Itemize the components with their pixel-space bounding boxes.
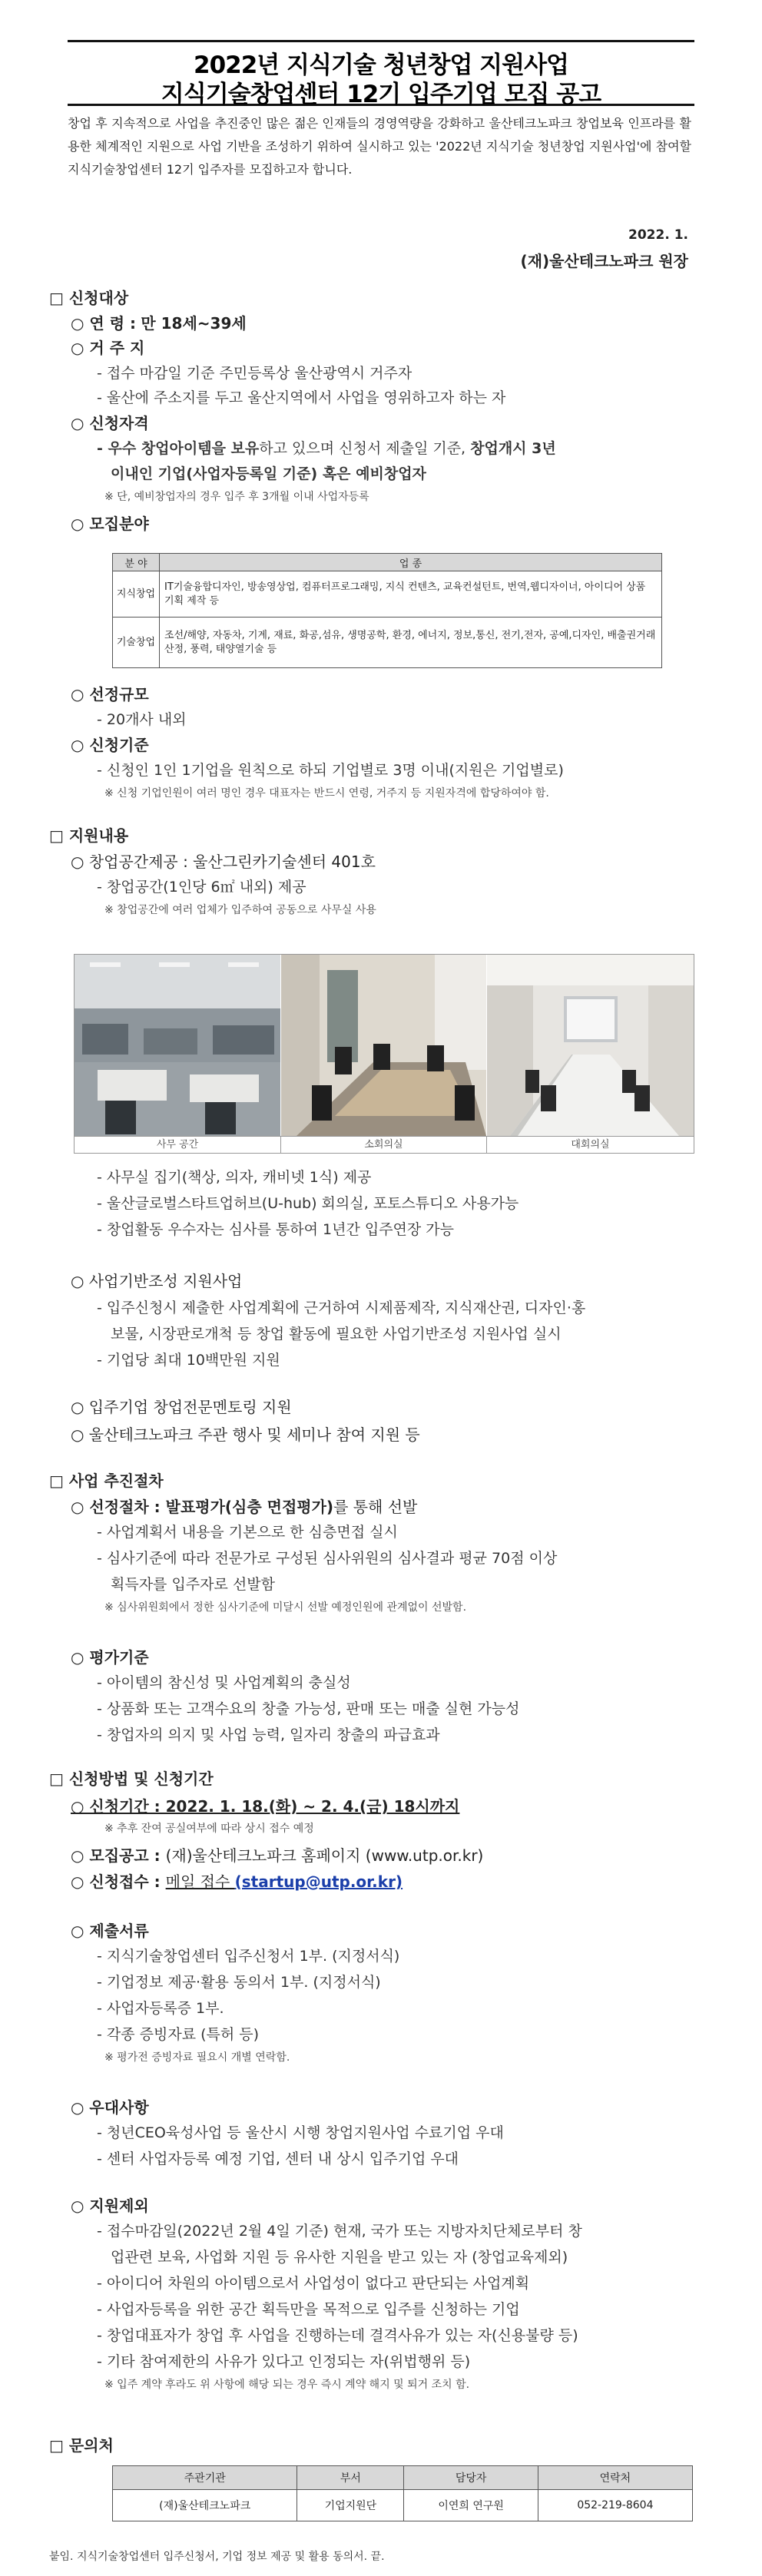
mentor-item: ○ 입주기업 창업전문멘토링 지원: [71, 1398, 292, 1416]
documents-item-2: - 기업정보 제공·활용 동의서 1부. (지정서식): [97, 1974, 381, 1991]
contact-header-person: 담당자: [404, 2466, 538, 2490]
process-note: ※ 심사위원회에서 정한 심사기준에 미달시 선발 예정인원에 관계없이 선발함.: [104, 1601, 467, 1614]
process-label: [71, 1495, 417, 1517]
field-category: 기술창업: [113, 618, 160, 668]
qualification-note: ※ 단, 예비창업자의 경우 입주 후 3개월 이내 사업자등록: [104, 491, 369, 503]
exclusion-item-2: - 아이디어 차원의 아이템으로서 사업성이 없다고 판단되는 사업계획: [97, 2275, 530, 2292]
support-item-3: - 창업활동 우수자는 심사를 통하여 1년간 입주연장 가능: [97, 1221, 455, 1238]
photo-caption-office: 사무 공간: [75, 1136, 281, 1154]
documents-item-4: - 각종 증빙자료 (특허 등): [97, 2026, 260, 2043]
contact-org: (재)울산테크노파크: [113, 2490, 297, 2521]
residence-label: ○ 거 주 지: [71, 339, 145, 357]
contact-person: 이연희 연구원: [404, 2490, 538, 2521]
field-table: [112, 553, 662, 668]
eval-item-3: - 창업자의 의지 및 사업 능력, 일자리 창출의 파급효과: [97, 1727, 440, 1743]
field-category: 지식창업: [113, 571, 160, 618]
photo-caption-large-room: 대회의실: [487, 1136, 694, 1154]
infra-item-1a: - 입주신청시 제출한 사업계획에 근거하여 시제품제작, 지식재산권, 디자인·홍: [97, 1300, 586, 1316]
notice-value: (재)울산테크노파크 홈페이지 (www.utp.or.kr): [165, 1846, 484, 1865]
space-label: ○ 창업공간제공 : 울산그린카기술센터 401호: [71, 853, 376, 871]
table-row: [113, 2490, 693, 2521]
space-note: ※ 창업공간에 여러 업체가 입주하여 공동으로 사무실 사용: [104, 904, 376, 916]
space-item: - 창업공간(1인당 6㎡ 내외) 제공: [97, 879, 306, 896]
contact-phone: 052-219-8604: [538, 2490, 692, 2521]
residence-item-2: - 울산에 주소지를 두고 울산지역에서 사업을 영위하고자 하는 자: [97, 389, 506, 406]
documents-item-1: - 지식기술창업센터 입주신청서 1부. (지정서식): [97, 1948, 400, 1965]
infra-item-1b: 보물, 시장판로개척 등 창업 활동에 필요한 사업기반조성 지원사업 실시: [111, 1326, 562, 1343]
age-label: ○ 연 령 :: [71, 314, 136, 333]
section-support-title: □ 지원내용: [49, 826, 129, 845]
contact-dept: 기업지원단: [297, 2490, 404, 2521]
age-row: [71, 311, 247, 333]
process-item-3: 획득자를 입주자로 선발함: [111, 1576, 275, 1593]
large-meeting-room-photo: [487, 955, 694, 1136]
section-contact-title: □ 문의처: [49, 2436, 114, 2455]
section-process-title: □ 사업 추진절차: [49, 1472, 164, 1490]
exclusion-item-1b: 업관련 보육, 사업화 지원 등 유사한 지원을 받고 있는 자 (창업교육제외): [111, 2249, 568, 2266]
contact-table: [112, 2465, 693, 2521]
intro-paragraph: 창업 후 지속적으로 사업을 추진중인 많은 젊은 인재들의 경영역량을 강화하고 울산테크노파크 창업보육 인프라를 활용한 체계적인 지원으로 사업 기반을 조성하기 위하여 실시하고 있는 '2022년 지식기술 청년창업 지원사업'에 참여할 지식기술창업센터 12기 입주자를 모집하고자 합니다.: [68, 116, 691, 177]
period-label: ○ 신청기간 : 2022. 1. 18.(화) ~ 2. 4.(금) 18시까지: [71, 1797, 460, 1816]
contact-header-dept: 부서: [297, 2466, 404, 2490]
field-description: IT기술융합디자인, 방송영상업, 컴퓨터프로그래밍, 지식 컨텐츠, 교육컨설턴트, 번역,웹디자이너, 아이디어 상품 기획 제작 등: [160, 571, 662, 618]
qualification-line-2: 이내인 기업(사업자등록일 기준) 혹은 예비창업자: [111, 465, 426, 482]
contact-header-phone: 연락처: [538, 2466, 692, 2490]
title-line-1: 2022년 지식기술 청년창업 지원사업: [194, 51, 568, 79]
age-value: 만 18세~39세: [141, 314, 247, 333]
apply-row: [71, 1869, 403, 1892]
field-header-industry: 업 종: [160, 554, 662, 571]
qualification-strong-c: 창업개시 3년: [470, 440, 556, 457]
documents-item-3: - 사업자등록증 1부.: [97, 2000, 224, 2017]
qualification-strong-a: - 우수 창업아이템을 보유: [97, 440, 260, 457]
process-label-rest: 를 통해 선발: [333, 1498, 418, 1516]
table-row: [113, 571, 662, 618]
eval-item-2: - 상품화 또는 고객수요의 창출 가능성, 판매 또는 매출 실현 가능성: [97, 1700, 520, 1717]
apply-email-link[interactable]: (startup@utp.or.kr): [234, 1872, 403, 1891]
documents-note: ※ 평가전 증빙자료 필요시 개별 연락함.: [104, 2051, 290, 2064]
support-item-1: - 사무실 집기(책상, 의자, 캐비넷 1식) 제공: [97, 1169, 372, 1186]
section-eligibility-title: □ 신청대상: [49, 289, 129, 307]
footer-attachment-note: 붙임. 지식기술창업센터 입주신청서, 기업 정보 제공 및 활용 동의서. 끝.: [49, 2551, 385, 2563]
field-label: ○ 모집분야: [71, 515, 149, 533]
exclusion-item-3: - 사업자등록을 위한 공간 획득만을 목적으로 입주를 신청하는 기업: [97, 2301, 520, 2318]
criteria-note: ※ 신청 기업인원이 여러 명인 경우 대표자는 반드시 연령, 거주지 등 지원자격에 합당하여야 함.: [104, 787, 549, 800]
photo-caption-small-room: 소회의실: [281, 1136, 487, 1154]
period-note: ※ 추후 잔여 공실여부에 따라 상시 접수 예정: [104, 1823, 314, 1835]
announcement-date: 2022. 1.: [628, 227, 688, 243]
residence-item-1: - 접수 마감일 기준 주민등록상 울산광역시 거주자: [97, 365, 412, 382]
exclusion-item-5: - 기타 참여제한의 사유가 있다고 인정되는 자(위법행위 등): [97, 2353, 471, 2370]
process-item-2: - 심사기준에 따라 전문가로 구성된 심사위원의 심사결과 평균 70점 이상: [97, 1550, 558, 1567]
scale-item: - 20개사 내외: [97, 711, 187, 728]
preference-label: ○ 우대사항: [71, 2098, 149, 2117]
seminar-item: ○ 울산테크노파크 주관 행사 및 세미나 참여 지원 등: [71, 1425, 420, 1444]
field-description: 조선/해양, 자동차, 기계, 재료, 화공,섬유, 생명공학, 환경, 에너지, 정보,통신, 전기,전자, 공예,디자인, 배출권거래 산정, 풍력, 태양열기술 등: [160, 618, 662, 668]
notice-label: ○ 모집공고 :: [71, 1846, 166, 1865]
eval-label: ○ 평가기준: [71, 1648, 149, 1667]
preference-item-1: - 청년CEO육성사업 등 울산시 시행 창업지원사업 수료기업 우대: [97, 2124, 504, 2141]
contact-header-org: 주관기관: [113, 2466, 297, 2490]
criteria-item: - 신청인 1인 1기업을 원칙으로 하되 기업별로 3명 이내(지원은 기업별로): [97, 762, 564, 779]
facility-photos: [74, 954, 694, 1154]
infra-item-2: - 기업당 최대 10백만원 지원: [97, 1352, 280, 1369]
scale-label: ○ 선정규모: [71, 685, 149, 704]
eval-item-1: - 아이템의 참신성 및 사업계획의 충실성: [97, 1674, 351, 1691]
documents-label: ○ 제출서류: [71, 1922, 149, 1940]
process-label-strong: ○ 선정절차 : 발표평가(심층 면접평가): [71, 1498, 334, 1516]
apply-label: ○ 신청접수 :: [71, 1872, 166, 1891]
table-row: [113, 618, 662, 668]
office-space-photo: [75, 955, 280, 1136]
exclusion-label: ○ 지원제외: [71, 2197, 149, 2215]
field-header-category: 분 야: [113, 554, 160, 571]
infra-label: ○ 사업기반조성 지원사업: [71, 1272, 243, 1290]
qualification-line-1: [97, 437, 556, 458]
section-application-title: □ 신청방법 및 신청기간: [49, 1770, 214, 1788]
support-item-2: - 울산글로벌스타트업허브(U-hub) 회의실, 포토스튜디오 사용가능: [97, 1195, 519, 1212]
title-line-2: 지식기술창업센터 12기 입주기업 모집 공고: [161, 81, 601, 108]
process-item-1: - 사업계획서 내용을 기본으로 한 심층면접 실시: [97, 1524, 398, 1541]
apply-value: 메일 접수: [165, 1872, 235, 1891]
notice-row: [71, 1843, 483, 1866]
exclusion-item-4: - 창업대표자가 창업 후 사업을 진행하는데 결격사유가 있는 자(신용불량 등): [97, 2327, 578, 2344]
exclusion-item-1: - 접수마감일(2022년 2월 4일 기준) 현재, 국가 또는 지방자치단체로부터 창: [97, 2223, 582, 2240]
preference-item-2: - 센터 사업자등록 예정 기업, 센터 내 상시 입주기업 우대: [97, 2151, 459, 2167]
exclusion-note: ※ 입주 계약 후라도 위 사항에 해당 되는 경우 즉시 계약 해지 및 퇴거 조치 함.: [104, 2379, 470, 2391]
title-box: [68, 40, 694, 106]
criteria-label: ○ 신청기준: [71, 736, 149, 754]
qualification-normal: 하고 있으며 신청서 제출일 기준,: [259, 440, 471, 457]
small-meeting-room-photo: [281, 955, 486, 1136]
issuing-organization: (재)울산테크노파크 원장: [520, 252, 688, 270]
qualification-label: ○ 신청자격: [71, 414, 149, 432]
